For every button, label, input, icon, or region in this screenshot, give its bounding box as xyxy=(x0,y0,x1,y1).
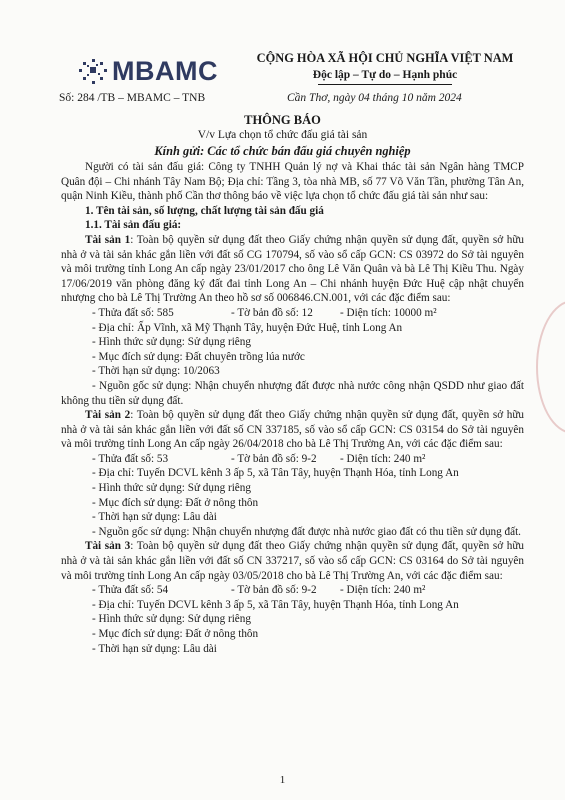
star-logo-icon xyxy=(76,57,110,87)
asset-3-purpose: - Mục đích sử dụng: Đất ở nông thôn xyxy=(92,628,259,640)
national-title: CỘNG HÒA XÃ HỘI CHỦ NGHĨA VIỆT NAM xyxy=(256,51,514,65)
asset-3-term: - Thời hạn sử dụng: Lâu dài xyxy=(92,642,217,655)
national-motto: Độc lập – Tự do – Hạnh phúc xyxy=(312,69,458,81)
asset-2-term: - Thời hạn sử dụng: Lâu dài xyxy=(92,511,217,524)
asset-1-parcel-row xyxy=(61,306,524,321)
asset-2-address: - Địa chỉ: Tuyến DCVL kênh 3 ấp 5, xã Tân Tây, huyện Thạnh Hóa, tỉnh Long An xyxy=(92,467,459,480)
asset-2-label: Tài sản 2 xyxy=(85,409,131,422)
asset-1-address: - Địa chỉ: Ấp Vĩnh, xã Mỹ Thạnh Tây, huyện Đức Huệ, tỉnh Long An xyxy=(92,321,403,334)
company-logo xyxy=(76,56,218,87)
asset-3-parcel-row xyxy=(61,583,524,598)
document-date: Cần Thơ, ngày 04 tháng 10 năm 2024 xyxy=(287,92,462,104)
asset-1-term: - Thời hạn sử dụng: 10/2063 xyxy=(92,365,220,378)
asset-1-parcel: - Thửa đất số: 585 xyxy=(92,306,174,319)
document-subject: V/v Lựa chọn tổ chức đấu giá tài sản xyxy=(197,129,368,141)
asset-2-description: Tài sản 2: Toàn bộ quyền sử dụng đất theo Giấy chứng nhận quyền sử dụng đất, quyền sở hữu nhà ở và tài sản khác gắn liền với đất số CN 337185, số vào sổ cấp GCN: CS 03154 do Sở tài nguyên và môi trường tỉnh Long An cấp ngày 26/04/2018 cho bà Lê Thị Trường An, với các đặc điểm sau: xyxy=(61,409,524,451)
asset-3-map: - Tờ bản đồ số: 9-2 xyxy=(231,584,317,597)
asset-1-area: - Diện tích: 10000 m² xyxy=(340,306,437,319)
logo-text: MBAMC xyxy=(112,56,218,86)
asset-3-address: - Địa chỉ: Tuyến DCVL kênh 3 ấp 5, xã Tân Tây, huyện Thạnh Hóa, tỉnh Long An xyxy=(92,598,459,611)
document-number: Số: 284 /TB – MBAMC – TNB xyxy=(59,92,206,104)
asset-1-label: Tài sản 1 xyxy=(85,233,131,246)
asset-3-parcel: - Thửa đất số: 54 xyxy=(92,584,169,597)
asset-3-usage-form: - Hình thức sử dụng: Sử dụng riêng xyxy=(92,613,251,626)
asset-1-description: Tài sản 1: Toàn bộ quyền sử dụng đất theo Giấy chứng nhận quyền sử dụng đất, quyền sở hữu nhà ở và tài sản khác gắn liền với đất số CG 170794, số vào sổ cấp GCN: CS 03972 do Sở tài nguyên và môi trường tỉnh Long An cấp ngày 23/01/2017 cho ông Lê Văn Quân và bà Lê Thị Kiều Thu. Ngày 17/06/2019 văn phòng đăng ký đất đai tỉnh Long An – Chi nhánh huyện Đức Huệ cập nhật chuyển nhượng cho bà Lê Thị Trường An theo hồ sơ số 006846.CN.001, với các đặc điểm sau: xyxy=(61,233,524,305)
recipient-greeting: Kính gửi: Các tổ chức bán đấu giá chuyên nghiệp xyxy=(154,144,411,158)
asset-3-area: - Diện tích: 240 m² xyxy=(340,584,426,597)
motto-underline xyxy=(318,84,452,85)
asset-1-map: - Tờ bản đồ số: 12 xyxy=(231,306,313,319)
asset-3-label: Tài sản 3 xyxy=(85,540,131,553)
asset-2-area: - Diện tích: 240 m² xyxy=(340,452,426,465)
page-number: 1 xyxy=(279,774,286,786)
asset-2-purpose: - Mục đích sử dụng: Đất ở nông thôn xyxy=(92,496,259,509)
asset-1-usage-form: - Hình thức sử dụng: Sử dụng riêng xyxy=(92,336,251,349)
asset-2-usage-form: - Hình thức sử dụng: Sử dụng riêng xyxy=(92,482,251,495)
seal-stamp-edge xyxy=(536,300,565,434)
document-title: THÔNG BÁO xyxy=(244,113,321,127)
asset-1-origin: - Nguồn gốc sử dụng: Nhận chuyển nhượng đất được nhà nước công nhận QSDD như giao đất không thu tiền sử dụng đất. xyxy=(61,379,524,407)
document-body xyxy=(61,160,524,656)
asset-2-origin: - Nguồn gốc sử dụng: Nhận chuyển nhượng đất được nhà nước giao đất có thu tiền sử dụng đất. xyxy=(92,525,521,538)
asset-2-parcel-row xyxy=(61,452,524,467)
asset-3-description: Tài sản 3: Toàn bộ quyền sử dụng đất theo Giấy chứng nhận quyền sử dụng đất, quyền sở hữu nhà ở và tài sản khác gắn liền với đất số CN 337217, số vào sổ cấp GCN: CS 03164 do Sở tài nguyên và môi trường tỉnh Long An cấp ngày 03/05/2018 cho bà Lê Thị Trường An, với các đặc điểm sau: xyxy=(61,540,524,582)
asset-1-purpose: - Mục đích sử dụng: Đất chuyên trồng lúa nước xyxy=(92,350,305,363)
intro-paragraph: Người có tài sản đấu giá: Công ty TNHH Quản lý nợ và Khai thác tài sản Ngân hàng TMCP Quân đội – Chi nhánh Tây Nam Bộ; Địa chỉ: Tầng 3, tòa nhà MB, số 77 Võ Văn Tần, phường Tân An, quận Ninh Kiều, thành phố Cần thơ thông báo về việc lựa chọn tổ chức đấu giá tài sản như sau: xyxy=(61,161,524,203)
section-heading-1: 1. Tên tài sản, số lượng, chất lượng tài sản đấu giá xyxy=(85,204,324,217)
asset-2-map: - Tờ bản đồ số: 9-2 xyxy=(231,452,317,465)
section-heading-1-1: 1.1. Tài sản đấu giá: xyxy=(85,219,182,232)
asset-2-parcel: - Thửa đất số: 53 xyxy=(92,452,169,465)
